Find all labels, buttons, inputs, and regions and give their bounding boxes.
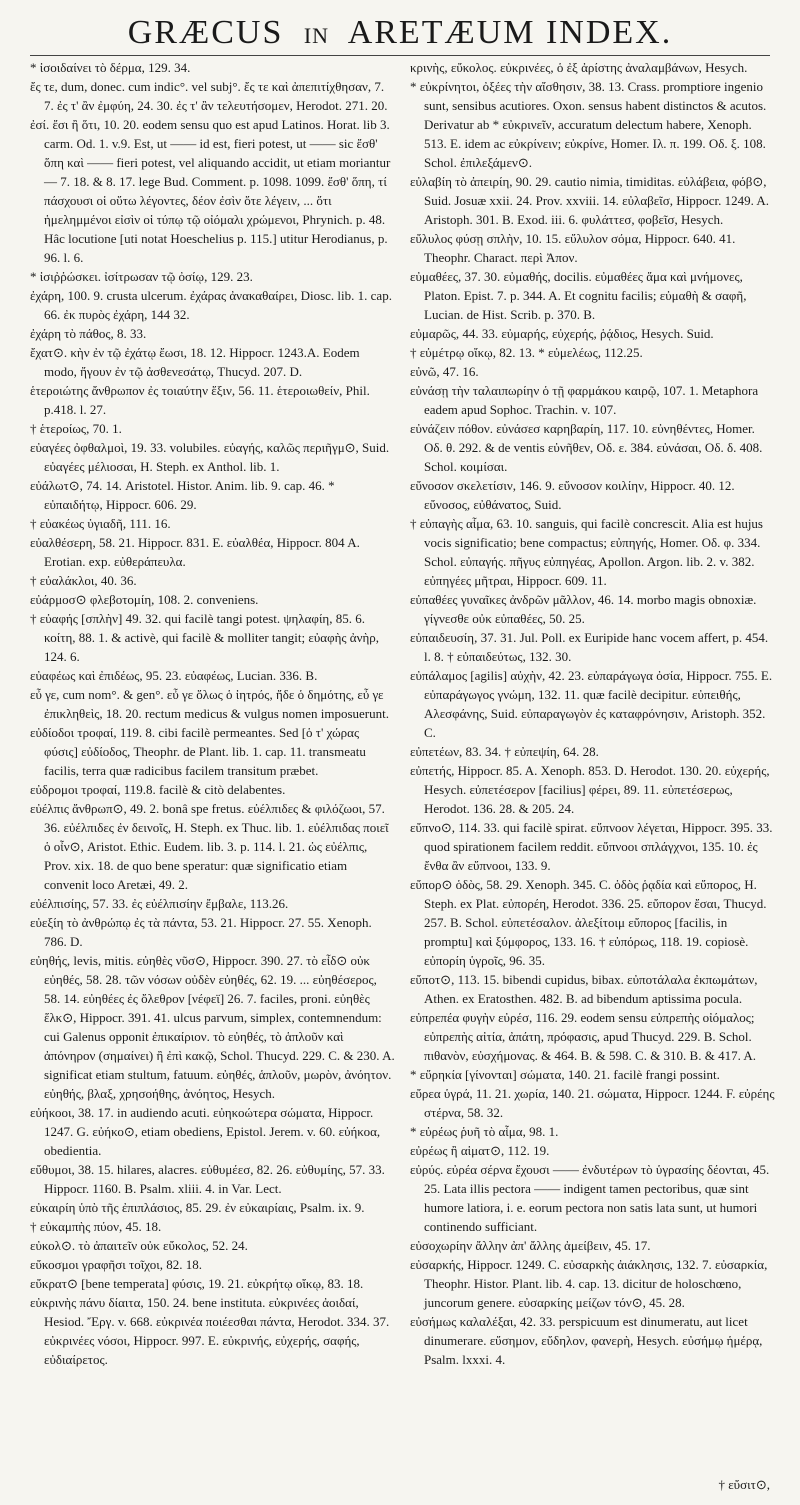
index-entry: εὐέλπισίης, 57. 33. ἐς εὐέλπισίην ἔμβαλε, 113.26. (30, 896, 289, 911)
index-entry: εὐαλθέσερη, 58. 21. Hippocr. 831. E. εὐαλθέα, Hippocr. 804 A. Erotian. exp. εὐθεράπευλα. (30, 535, 360, 569)
index-entry: εὔρεα ὑγρά, 11. 21. χωρία, 140. 21. σώματα, Hippocr. 1244. F. εὐρέης στέρνα, 58. 32. (410, 1086, 775, 1120)
index-entry: * εὔρηκία [γίνονται] σώματα, 140. 21. facilè frangi possint. (410, 1067, 720, 1082)
index-entry: εὐάρμοσ⊙ φλεβοτομίη, 108. 2. conveniens. (30, 592, 259, 607)
index-entry: εὐάλωτ⊙, 74. 14. Aristotel. Histor. Anim. lib. 9. cap. 46. * εὐπαιδήτῳ, Hippocr. 606. 29. (30, 478, 335, 512)
index-entry: εὐσαρκής, Hippocr. 1249. C. εὐσαρκὴς ἀιάκλησις, 132. 7. εὐσαρκία, Theophr. Histor. Plant. lib. 4. cap. 13. dicitur de holoschœno, juncorum genere. εὐσαρκίης μείζων τόν⊙, 45. 28. (410, 1257, 768, 1310)
index-entry: εὐκρινὴς πάνυ δίαιτα, 150. 24. bene instituta. εὐκρινέες ἀοιδαί, Hesiod. Ἔργ. v. 668. εὐκρινέα ποιέεσθαι πάντα, Herodot. 334. 37. εὐκρινέες νόσοι, Hippocr. 997. E. εὐκρινής, εὐχερής, σαφής, εὐδιαίρετος. (30, 1295, 390, 1367)
index-entry: † εὐαφής [σπλὴν] 49. 32. qui facilè tangi potest. ψηλαφίη, 85. 6. κοίτη, 88. 1. & activè, qui facilè & molliter tangit; εὐαφὴς ἀνὴρ, 124. 6. (30, 611, 380, 664)
title-rule (30, 55, 770, 56)
right-column (410, 58, 775, 1478)
index-entry: εὐπετής, Hippocr. 85. A. Xenoph. 853. D. Herodot. 130. 20. εὐχερής, Hesych. εὐπετέσερον [facilius] φέρει, 89. 11. εὐπετέσερως, Herodot. 136. 28. & 205. 24. (410, 763, 770, 816)
index-entry: εὔπορ⊙ ὁδὸς, 58. 29. Xenoph. 345. C. ὁδὸς ῥᾳδία καὶ εὔπορος, H. Steph. ex Plat. εὐπορέη, Herodot. 336. 25. εὔπορον ἔσαι, Thucyd. 257. B. Schol. εὐπετέσαλον. ἀλεξίτοιμ εὔπορος [facilis, in promptu] καὶ ξύμφορος, 133. 16. † εὐπόρως, 118. 19. copiosè. εὐπορίη ὑγροῖς, 96. 35. (410, 877, 767, 968)
index-entry: εὐπάλαμος [agilis] αὐχὴν, 42. 23. εὐπαράγωγα ὀσία, Hippocr. 755. E. εὐπαράγωγος γνώμη, 132. 11. quæ facilè decipitur. εὐπειθής, Αλεσφάνης, Suid. εὐπαραγωγὸν ἐς καταφρόνησιν, Aristoph. 352. C. (410, 668, 773, 740)
index-entry: εὔκρατ⊙ [bene temperata] φύσις, 19. 21. εὐκρήτῳ οἴκῳ, 83. 18. (30, 1276, 364, 1291)
index-entry: εὐπαιδευσίη, 37. 31. Jul. Poll. ex Euripide hanc vocem affert, p. 454. l. 8. † εὐπαιδεύτως, 132. 30. (410, 630, 769, 664)
index-entry: εὔλυλος φύσῃ σπλὴν, 10. 15. εὔλυλον σόμα, Hippocr. 640. 41. Theophr. Charact. περὶ Ἀπον. (410, 231, 736, 265)
index-entry: ἔς τε, dum, donec. cum indic°. vel subj°. ἔς τε καὶ ἀπεπιτίχθησαν, 7. 7. ἐς τ' ἂν ἐμφύη, 24. 30. ἐς τ' ἂν τελευτήσομεν, Herodot. 271. 20. (30, 79, 388, 113)
index-entry: εὐνάζειν πόθον. εὐνάσεσ καρηβαρίη, 117. 10. εὐνηθέντες, Homer. Οδ. θ. 292. & de ventis εὐνῆθεν, Οδ. ε. 384. εὐνάσαι, Οδ. δ. 408. Schol. κοιμίσαι. (410, 421, 763, 474)
index-entry: * εὐκρίνητοι, ὀξέες τὴν αἴσθησιν, 38. 13. Crass. promptiore ingenio sunt, sensibus acutiores. Oxon. sensus habent distinctos & acutos. Derivatur ab * εὐκρινεῖν, accuratum delectum habere, Xenoph. 513. E. idem ac εὐκρίνειν; εὐκρίνε, Homer. Ιλ. π. 199. Οδ. ξ. 108. Schol. ἐπιλεξάμεν⊙. (410, 79, 767, 170)
index-entry: * εὐρέως ῥυῆ τὸ αἷμα, 98. 1. (410, 1124, 559, 1139)
index-entry: εὐαγέες ὀφθαλμοὶ, 19. 33. volubiles. εὐαγής, καλῶς περιῆγμ⊙, Suid. εὐαγέες μέλιοσαι, H. Steph. ex Anthol. lib. 1. (30, 440, 390, 474)
page-title (0, 14, 800, 52)
index-entry: εὐηθής, levis, mitis. εὐηθὲς νῦσ⊙, Hippocr. 390. 27. τὸ εἶδ⊙ οὐκ εὐηθές, 58. 28. τῶν νόσων οὐδὲν εὐηθές, 62. 19. ... εὐηθέσερος, 58. 14. εὐηθέες ἐς ὄλεθρον [νέφεϊ] 26. 7. faciles, proni. εὐηθὲς ἕλκ⊙, Hippocr. 391. 41. ulcus parvum, simplex, contemnendum: cui Galenus opponit ἐπικαίριον. τὸ εὐηθές, τὸ ἁπλοῦν καὶ ἀπόνηρον (σημαίνει) ἢ ἐπὶ κακῷ, Schol. Thucyd. 229. C. & 230. A. significat etiam stultum, fatuum. εὐηθές, ἁπλοῦν, μωρὸν, ἀνόητον. εὐηθής, βλαξ, χρησοήθης, ἀνόητος, Hesych. (30, 953, 395, 1101)
index-entry: ἐχάρη τὸ πάθος, 8. 33. (30, 326, 147, 341)
index-entry: εὐήκοοι, 38. 17. in audiendo acuti. εὐηκοώτερα σώματα, Hippocr. 1247. G. εὐήκο⊙, etiam obediens, Epistol. Jerem. v. 60. εὐήκοα, obedientia. (30, 1105, 381, 1158)
index-entry: * ἰσοιδαίνει τὸ δέρμα, 129. 34. (30, 60, 191, 75)
index-entry: εὖ γε, cum nom°. & gen°. εὖ γε ὅλως ὁ ἰητρός, ἤδε ὁ δημότης, εὖ γε ἐπικληθεὶς, 18. 20. rectum medicus & vulgus nomen imposuerunt. (30, 687, 389, 721)
title-word-1: GRÆCUS (127, 14, 284, 51)
catchword: † εὔσιτ⊙, (718, 1477, 770, 1492)
index-entry: εὐέλπις ἄνθρωπ⊙, 49. 2. bonâ spe fretus. εὐέλπιδες & φιλόζωοι, 57. 36. εὐέλπιδες ἐν δεινοῖς, H. Steph. ex Thuc. lib. 1. εὐέλπιδας ποιεῖ ὁ οἶν⊙, Aristot. Ethic. Eudem. lib. 3. p. 114. l. 21. ὡς εὐέλπις, Prov. xix. 18. de quo bene speratur: quæ significatio etiam convenit loco Aretæi, 49. 2. (30, 801, 389, 892)
index-entry: εὐπετέων, 83. 34. † εὐπεψίη, 64. 28. (410, 744, 599, 759)
index-entry: εὐδρομοι τροφαί, 119.8. facilè & citò delabentes. (30, 782, 286, 797)
index-entry: † εὐπαγὴς αἷμα, 63. 10. sanguis, qui facilè concrescit. Alia est hujus vocis significatio; bene compactus; εὐπηγής, Homer. Οδ. φ. 334. Schol. εὐπαγής. πῆγυς εὐπηγέας, Apollon. Argon. lib. 2. v. 382. εὐπηγέες μῆτραι, Hippocr. 609. 11. (410, 516, 763, 588)
index-entry: εὔκοσμοι γραφῆσι τοῖχοι, 82. 18. (30, 1257, 202, 1272)
index-entry: εὔθυμοι, 38. 15. hilares, alacres. εὐθυμέεσ, 82. 26. εὐθυμίης, 57. 33. Hippocr. 1160. B. Psalm. xliii. 4. in Var. Lect. (30, 1162, 385, 1196)
index-entry: * ἰσιῤῥώσκει. ἰσίτρωσαν τῷ ὀσίῳ, 129. 23. (30, 269, 253, 284)
index-entry: ἔχατ⊙. κὴν ἐν τῷ ἐχάτῳ ἔωσι, 18. 12. Hippocr. 1243.A. Eodem modo, ἤγουν ἐν τῷ ἀσθενεσάτῳ, Thucyd. 207. D. (30, 345, 360, 379)
index-entry: εὐρέως ἢ αἱματ⊙, 112. 19. (410, 1143, 550, 1158)
index-entry: εὐνῶ, 47. 16. (410, 364, 479, 379)
index-entry: εὐρύς. εὐρέα σέρνα ἔχουσι —— ἐνδυτέρων τὸ ὑγρασίης δέονται, 45. 25. Lata illis pectora —— indigent tamen pectoribus, quæ sint humore latiora, i. e. eorum pectora non satis lata sunt, ut humori continendo sufficiant. (410, 1162, 770, 1234)
index-entry: † εὐκαμπὴς πύον, 45. 18. (30, 1219, 162, 1234)
index-entry: κρινὴς, εὔκολος. εὐκρινέες, ὁ ἐξ ἀρίστης ἀναλαμβάνων, Hesych. (410, 60, 748, 75)
index-entry: † ἑτεροίως, 70. 1. (30, 421, 122, 436)
index-entry: εὐμαρῶς, 44. 33. εὐμαρής, εὐχερής, ῥᾴδιος, Hesych. Suid. (410, 326, 714, 341)
title-word-3: ARETÆUM INDEX. (347, 14, 673, 51)
index-entry: εὐπρεπέα φυγὴν εὐρέσ, 116. 29. eodem sensu εὐπρεπὴς οἰόμαλος; εὐπρεπὴς αἰτία, ἀπάτη, πρόφασις, apud Thucyd. 229. B. Schol. πιθανὸν, εὐσχήμονας. & 464. B. & 598. C. & 310. B. & 417. A. (410, 1010, 757, 1063)
index-entry: εὐλαβίη τὸ ἀπειρίη, 90. 29. cautio nimia, timiditas. εὐλάβεια, φόβ⊙, Suid. Josuæ xxii. 24. Prov. xxviii. 14. εὐλαβεῖσ, Hippocr. 1249. A. Aristoph. 301. B. Exod. iii. 6. φυλάττεσ, φοβεῖσ, Hesych. (410, 174, 770, 227)
index-entry: εὐπαθέες γυναῖκες ἀνδρῶν μᾶλλον, 46. 14. morbo magis obnoxiæ. γίγνεσθε οὐκ εὐπαθέες, 50. 25. (410, 592, 757, 626)
index-entry: ἑτεροιώτης ἄνθρωπον ἐς τοιαύτην ἕξιν, 56. 11. ἑτεροιωθείν, Phil. p.418. l. 27. (30, 383, 370, 417)
index-entry: ἐχάρη, 100. 9. crusta ulcerum. ἐχάρας ἀνακαθαίρει, Diosc. lib. 1. cap. 66. ἐκ πυρὸς ἐχάρη, 144 32. (30, 288, 392, 322)
title-word-2: IN (303, 23, 330, 48)
index-entry: εὐδίοδοι τροφαί, 119. 8. cibi facilè permeantes. Sed [ὁ τ' χώρας φύσις] εὐδίοδος, Theophr. de Plant. lib. 1. cap. 11. transmeatu facilis, terra quæ radicibus facilem transitum præbet. (30, 725, 366, 778)
index-entry: εὔπνο⊙, 114. 33. qui facilè spirat. εὔπνοον λέγεται, Hippocr. 395. 33. quod spirationem facilem reddit. εὔπνοοι σπλάγχνοι, 135. 10. ἐς ἔνθα ἂν εὔπνοοι, 133. 9. (410, 820, 773, 873)
index-entry: † εὐακέως ὑγιαδῆ, 111. 16. (30, 516, 171, 531)
index-entry: εὐσήμως καλαλέξαι, 42. 33. perspicuum est dinumeratu, aut licet dinumerare. εὔσημον, εὔδηλον, φανερὴ, Hesych. εὐσήμῳ ἡμέρᾳ, Psalm. lxxxi. 4. (410, 1314, 763, 1367)
index-entry: εὐεξίη τὸ ἀνθρώπῳ ἐς τὰ πάντα, 53. 21. Hippocr. 27. 55. Xenoph. 786. D. (30, 915, 372, 949)
index-entry: † εὐαλάκλοι, 40. 36. (30, 573, 137, 588)
index-entry: εὐκαιρίη ὑπὸ τῆς ἐπιπλάσιος, 85. 29. ἐν εὐκαιρίαις, Psalm. ix. 9. (30, 1200, 365, 1215)
index-entry: † εὐμέτρῳ οἴκῳ, 82. 13. * εὐμελέως, 112.25. (410, 345, 643, 360)
index-entry: εὔποτ⊙, 113. 15. bibendi cupidus, bibax. εὐποτάλαλα ἐκπωμάτων, Athen. ex Eratosthen. 482. B. ad bibendum aptissima pocula. (410, 972, 758, 1006)
index-entry: ἐσί. ἔσι ἢ ὅτι, 10. 20. eodem sensu quo est apud Latinos. Horat. lib 3. carm. Od. 1. v.9. Est, ut —— id est, fieri potest, ut —— sic ἔσθ' ὅπη καὶ —— fieri potest, vel aliquando accidit, ut etiam moriantur — 7. 18. & 8. 17. lege Bud. Comment. p. 1098. 1099. ἔσθ' ὅπη, τί πάσχουσι οἱ οὕτω λέγοντες, δέον ἐσὶν ὅτε λέγειν, ... ὅτι ἡμελημμένοι εἰσὶν οἱ τύπῳ τῷ οἰόμαλι χρώμενοι, Phrynich. p. 48. Hâc locutione [uti notat Hoeschelius p. 115.] utitur Herodianus, p. 96. l. 6. (30, 117, 391, 265)
index-entry: εὔνοσον σκελετίσιν, 146. 9. εὔνοσον κοιλίην, Hippocr. 40. 12. εὔνοσος, εὐθάνατος, Suid. (410, 478, 735, 512)
index-entry: εὐκολ⊙. τὸ ἀπαιτεῖν οὐκ εὔκολος, 52. 24. (30, 1238, 248, 1253)
index-entry: εὐμαθέες, 37. 30. εὐμαθής, docilis. εὐμαθέες ἅμα καὶ μνήμονες, Platon. Epist. 7. p. 344. A. Et cognitu facilis; εὐμαθὴ & σαφῆ, Lucian. de Hist. Scrib. p. 370. B. (410, 269, 747, 322)
left-column (30, 58, 395, 1478)
index-entry: εὐνάσῃ τὴν ταλαιπωρίην ὁ τῇ φαρμάκου καιρῷ, 107. 1. Metaphora eadem apud Sophoc. Trachin. v. 107. (410, 383, 759, 417)
index-entry: εὐαφέως καὶ ἐπιδέως, 95. 23. εὐαφέως, Lucian. 336. B. (30, 668, 318, 683)
index-entry: εὐσοχωρίην ἄλλην ἀπ' ἄλλης ἀμείβειν, 45. 17. (410, 1238, 651, 1253)
